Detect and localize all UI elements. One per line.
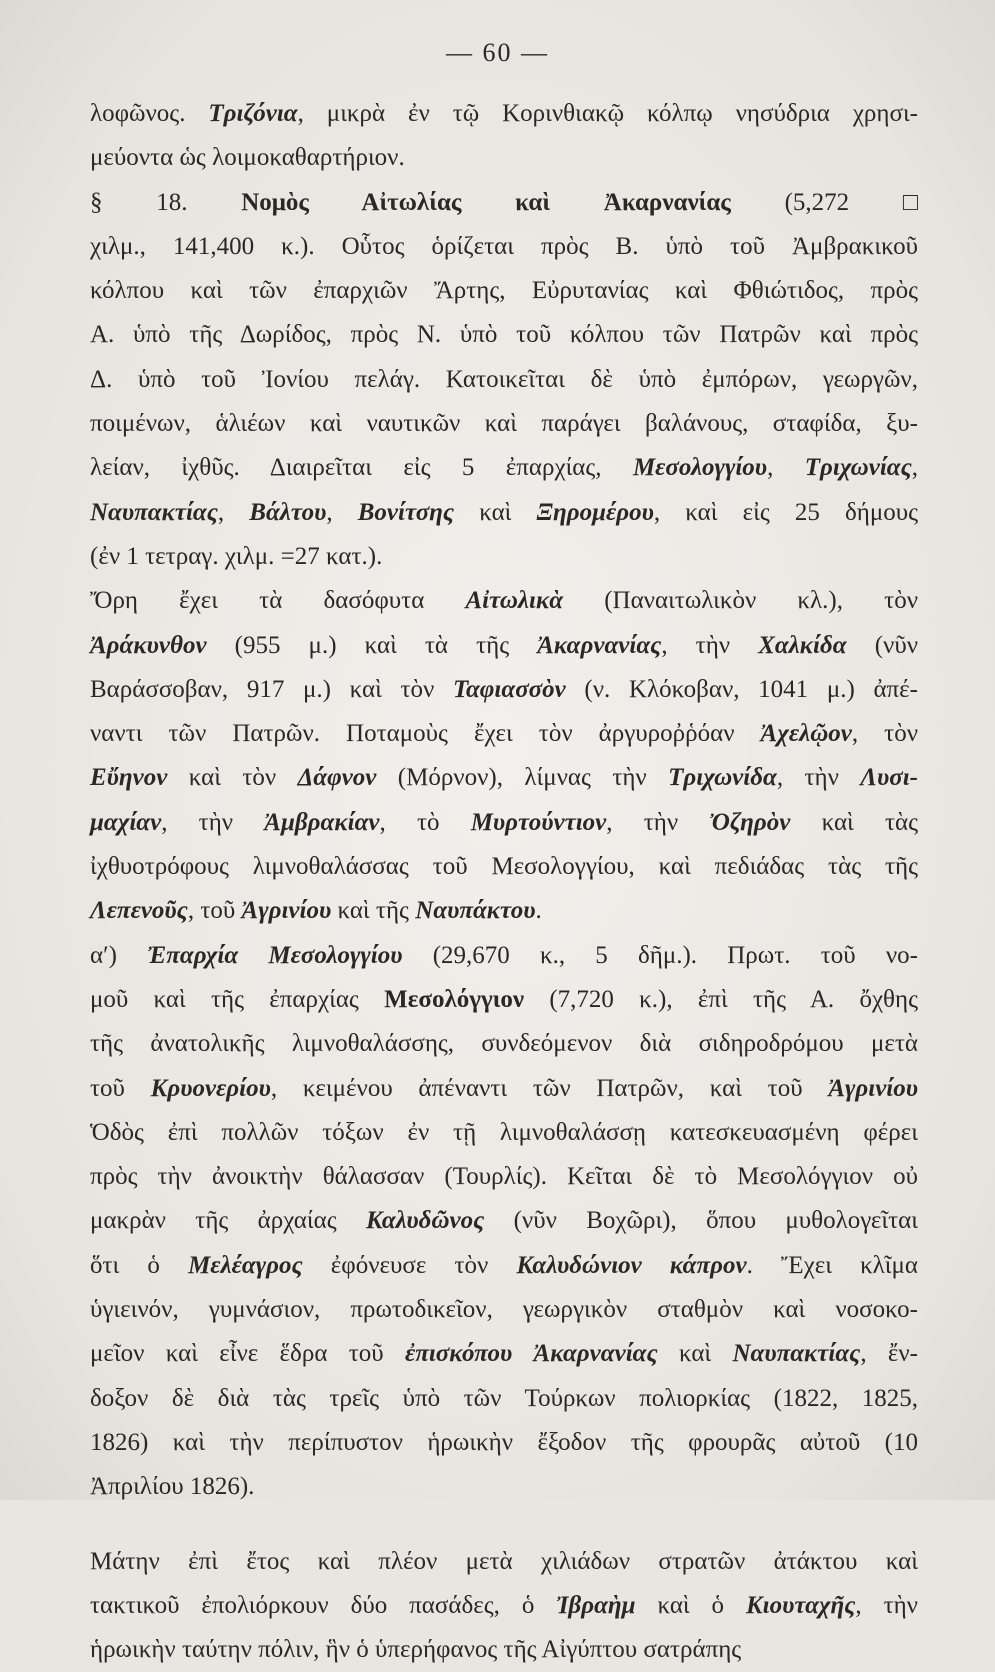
text-span: ἐφόνευσε τὸν	[302, 1251, 517, 1279]
text-line	[90, 136, 918, 180]
text-span: τακτικοῦ ἐπολιόρκουν δύο πασάδες, ὁ	[90, 1591, 557, 1619]
text-span: , τὴν	[855, 1591, 918, 1619]
text-span: , τὸ	[379, 808, 471, 836]
text-span: χιλμ., 141,400 κ.). Οὗτος ὁρίζεται πρὸς Β. ὑπὸ τοῦ Ἀμβρακικοῦ	[90, 232, 918, 260]
text-line	[90, 1377, 918, 1421]
text-line	[90, 358, 918, 402]
text-span: τοῦ	[90, 1074, 151, 1102]
text-line	[90, 845, 918, 889]
text-span: Ὄρη ἔχει τὰ δασόφυτα	[90, 587, 466, 615]
text-line	[90, 668, 918, 712]
emphasized-text: Καλυδώνιον κάπρον	[516, 1251, 747, 1279]
text-span: Βαράσσοβαν, 917 μ.) καὶ τὸν	[90, 675, 453, 703]
text-span: κόλπου καὶ τῶν ἐπαρχιῶν Ἄρτης, Εὐρυτανίας καὶ Φθιώτιδος, πρὸς	[90, 277, 918, 305]
emphasized-text: Ἐπαρχία Μεσολογγίου	[147, 941, 403, 969]
text-line	[90, 1421, 918, 1465]
text-span: Μάτην ἐπὶ ἔτος καὶ πλέον μετὰ χιλιάδων στρατῶν ἀτάκτου καὶ	[90, 1547, 918, 1575]
text-line	[90, 225, 918, 269]
emphasized-text: Ἀκαρνανίας	[533, 1340, 658, 1368]
text-span: α′)	[90, 941, 148, 969]
emphasized-text: Μεσολογγίου	[632, 454, 768, 482]
text-span: (7,720 κ.), ἐπὶ τῆς Α. ὄχθης	[524, 985, 918, 1013]
emphasized-text: ἐπισκόπου	[404, 1340, 513, 1368]
text-span	[512, 1340, 533, 1367]
emphasized-text: Ἰβραὴμ	[556, 1591, 636, 1619]
emphasized-text: Ἀμβρακίαν	[264, 808, 380, 836]
text-span: ἰχθυοτρόφους λιμνοθαλάσσας τοῦ Μεσολογγίου, καὶ πεδιάδας τὰς τῆς	[90, 853, 918, 881]
text-line	[90, 801, 918, 845]
text-span: § 18.	[90, 188, 242, 216]
text-span: ναντι τῶν Πατρῶν. Ποταμοὺς ἔχει τὸν ἀργυροῤῥόαν	[90, 720, 761, 748]
emphasized-text: μαχίαν	[90, 808, 162, 836]
text-span: πρὸς τὴν ἀνοικτὴν θάλασσαν (Τουρλίς). Κεῖται δὲ τὸ Μεσολόγγιον οὐ	[90, 1163, 918, 1191]
text-span: Ἀπριλίου 1826).	[90, 1473, 255, 1501]
text-span: Ὁδὸς ἐπὶ πολλῶν τόξων ἐν τῇ λιμνοθαλάσσῃ κατεσκευασμένη φέρει	[90, 1118, 918, 1146]
text-line	[90, 446, 918, 490]
text-span: καὶ	[657, 1340, 733, 1368]
emphasized-text: Κιουταχῆς	[745, 1591, 856, 1619]
emphasized-text: Ναυπακτίας	[732, 1340, 861, 1368]
text-span: Α. ὑπὸ τῆς Δωρίδος, πρὸς Ν. ὑπὸ τοῦ κόλπου τῶν Πατρῶν καὶ πρὸς	[90, 321, 918, 349]
text-span: καὶ	[454, 498, 537, 526]
emphasized-text: Εὔηνον	[90, 764, 168, 792]
emphasized-text: Μυρτούντιον	[470, 808, 607, 836]
text-span: (νῦν	[846, 631, 919, 659]
emphasized-text: Τριχωνίας	[804, 454, 912, 482]
emphasized-text: Τριχωνίδα	[668, 764, 777, 792]
emphasized-text: Μεσολόγγιον	[384, 985, 525, 1013]
text-span: μεύοντα ὡς λοιμοκαθαρτήριον.	[90, 144, 405, 172]
text-span: (29,670 κ., 5 δῆμ.). Πρωτ. τοῦ νο-	[402, 941, 918, 969]
text-line	[90, 402, 918, 446]
text-line	[90, 1244, 918, 1288]
emphasized-text: Ἀγρινίου	[828, 1074, 918, 1102]
text-span: μοῦ καὶ τῆς ἐπαρχίας	[90, 985, 385, 1013]
text-span: (Παναιτωλικὸν κλ.), τὸν	[563, 587, 918, 615]
text-span: 1826) καὶ τὴν περίπυστον ἡρωικὴν ἔξοδον τῆς φρουρᾶς αὐτοῦ (10	[90, 1428, 918, 1456]
text-line	[90, 889, 918, 933]
text-line	[90, 1628, 918, 1672]
text-span: ὑγιεινόν, γυμνάσιον, πρωτοδικεῖον, γεωργικὸν σταθμὸν καὶ νοσοκο-	[90, 1296, 918, 1324]
text-span: καὶ τὸν	[167, 764, 298, 792]
text-line	[90, 1199, 918, 1243]
text-span: ,	[767, 454, 805, 482]
text-line	[90, 535, 918, 579]
emphasized-text: Δάφνον	[297, 764, 377, 792]
emphasized-text: Ναυπακτίας	[90, 498, 218, 526]
emphasized-text: Ναυπάκτου	[415, 897, 536, 925]
text-line	[90, 1155, 918, 1199]
text-span: ,	[326, 498, 358, 526]
emphasized-text: Ὀζηρὸν	[709, 808, 791, 836]
text-span: ὅτι ὁ	[90, 1251, 189, 1279]
emphasized-text: Ξηρομέρου	[536, 498, 654, 526]
text-line	[90, 1332, 918, 1376]
emphasized-text: Βονίτσης	[357, 498, 455, 526]
emphasized-text: Κρυονερίου	[150, 1074, 271, 1102]
text-span: , τὸν	[851, 720, 919, 748]
emphasized-text: Ἀχελῷον	[760, 720, 852, 748]
emphasized-text: Ταφιασσὸν	[452, 675, 566, 703]
text-span: μακρὰν τῆς ἀρχαίας	[90, 1207, 366, 1235]
text-line	[90, 1584, 918, 1628]
text-span: , τὴν	[606, 808, 710, 836]
emphasized-text: Λυσι-	[860, 764, 918, 792]
text-span: καὶ ὁ	[635, 1591, 746, 1619]
emphasized-text: Μελέαγρος	[188, 1251, 303, 1279]
text-span: , κειμένου ἀπέναντι τῶν Πατρῶν, καὶ τοῦ	[270, 1074, 829, 1102]
text-span: . Ἔχει κλῖμα	[746, 1251, 919, 1279]
body-text	[90, 92, 918, 1672]
emphasized-text: Νομὸς Αἰτωλίας καὶ Ἀκαρνανίας	[241, 188, 731, 216]
text-span: τῆς ἀνατολικῆς λιμνοθαλάσσης, συνδεόμενον διὰ σιδηροδρόμου μετὰ	[90, 1030, 918, 1058]
text-span: καὶ τὰς	[790, 808, 919, 836]
text-span: (955 μ.) καὶ τὰ τῆς	[206, 631, 538, 659]
text-line	[90, 1288, 918, 1332]
text-span: δοξον δὲ διὰ τὰς τρεῖς ὑπὸ τῶν Τούρκων πολιορκίας (1822, 1825,	[90, 1384, 918, 1412]
text-span: , τὴν	[661, 631, 759, 659]
emphasized-text: Λεπενοῦς	[90, 897, 188, 925]
text-line	[90, 756, 918, 800]
text-span: , τὴν	[776, 764, 861, 792]
text-span: , μικρὰ ἐν τῷ Κορινθιακῷ κόλπῳ νησύδρια χρησι-	[297, 100, 918, 127]
text-span: , καὶ εἰς 25 δήμους	[653, 498, 919, 526]
emphasized-text: Καλυδῶνος	[365, 1207, 485, 1235]
text-span: , τοῦ	[187, 897, 242, 925]
text-span: , ἔν-	[860, 1340, 919, 1368]
text-span: ,	[217, 498, 250, 526]
emphasized-text: Βάλτου	[249, 498, 327, 526]
emphasized-text: Τριζόνια	[208, 100, 298, 127]
text-line	[90, 313, 918, 357]
text-line	[90, 712, 918, 756]
text-line	[90, 1022, 918, 1066]
emphasized-text: Ἀγρινίου	[241, 897, 332, 925]
emphasized-text: Ἀράκυνθον	[90, 631, 207, 659]
text-line	[90, 1111, 918, 1155]
text-line	[90, 579, 918, 623]
emphasized-text: Αἰτωλικὰ	[465, 587, 564, 615]
text-span: μεῖον καὶ εἶνε ἕδρα τοῦ	[90, 1340, 405, 1368]
text-line	[90, 181, 918, 225]
text-span: (ν. Κλόκοβαν, 1041 μ.) ἀπέ-	[565, 675, 919, 703]
text-line	[90, 978, 918, 1022]
text-span: ἡρωικὴν ταύτην πόλιν, ἣν ὁ ὑπερήφανος τῆς Αἰγύπτου σατράπης	[90, 1636, 742, 1664]
text-span: .	[535, 897, 542, 925]
text-span: ποιμένων, ἁλιέων καὶ ναυτικῶν καὶ παράγει βαλάνους, σταφίδα, ξυ-	[90, 410, 918, 438]
text-line	[90, 624, 918, 668]
text-span: (5,272 □	[730, 188, 918, 216]
text-span: (ἐν 1 τετραγ. χιλμ. =27 κατ.).	[90, 542, 383, 570]
text-span: , τὴν	[161, 808, 265, 836]
text-line	[90, 491, 918, 535]
text-span: καὶ τῆς	[331, 897, 416, 925]
text-line	[90, 92, 918, 136]
text-span: λείαν, ἰχθῦς. Διαιρεῖται εἰς 5 ἐπαρχίας,	[90, 454, 633, 482]
text-line	[90, 1465, 918, 1509]
text-line	[90, 934, 918, 978]
page-number: — 60 —	[446, 38, 549, 67]
text-span: Δ. ὑπὸ τοῦ Ἰονίου πελάγ. Κατοικεῖται δὲ ὑπὸ ἐμπόρων, γεωργῶν,	[90, 365, 918, 393]
text-span: λοφῶνος.	[90, 100, 209, 127]
text-span: ,	[911, 454, 919, 482]
text-line	[90, 269, 918, 313]
emphasized-text: Χαλκίδα	[758, 631, 847, 659]
text-line	[90, 1067, 918, 1111]
text-span: (Μόρνον), λίμνας τὴν	[376, 764, 669, 792]
emphasized-text: Ἀκαρνανίας	[537, 631, 662, 659]
text-line	[90, 1540, 918, 1584]
text-span: (νῦν Βοχῶρι), ὅπου μυθολογεῖται	[484, 1207, 918, 1235]
